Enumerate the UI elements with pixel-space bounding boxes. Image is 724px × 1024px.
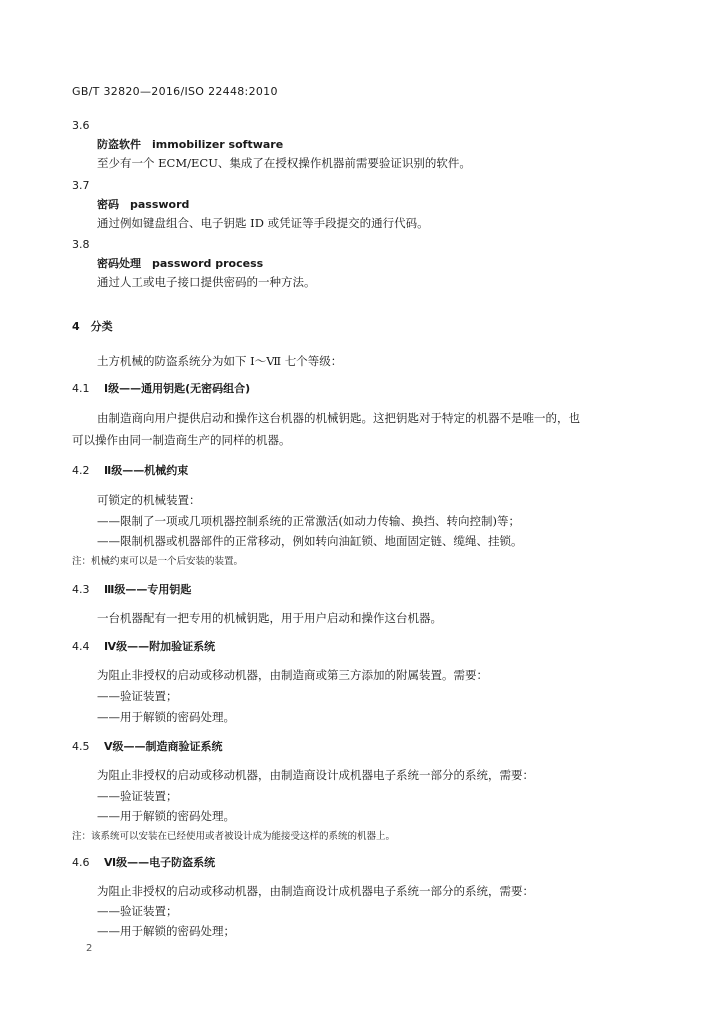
clause-text: 由制造商向用户提供启动和操作这台机器的机械钥匙。这把钥匙对于特定的机器不是唯一的，也 (97, 411, 580, 425)
clause-number: 4.1 (72, 382, 90, 395)
clause-title: Ⅲ级——专用钥匙 (104, 583, 192, 596)
section-heading: 4 分类 (72, 320, 113, 333)
term-number: 3.7 (72, 179, 90, 192)
section-intro: 土方机械的防盗系统分为如下 Ⅰ～Ⅶ 七个等级： (97, 354, 343, 368)
clause-title: Ⅱ级——机械约束 (104, 464, 189, 477)
note: 注：机械约束可以是一个后安装的装置。 (72, 556, 244, 567)
term-definition: 至少有一个 ECM/ECU、集成了在授权操作机器前需要验证识别的软件。 (97, 156, 471, 170)
standard-id: GB/T 32820—2016/ISO 22448:2010 (72, 85, 278, 98)
page-number: 2 (86, 943, 93, 954)
clause-number: 4.2 (72, 464, 90, 477)
term-number: 3.8 (72, 238, 90, 251)
clause-text: 一台机器配有一把专用的机械钥匙，用于用户启动和操作这台机器。 (97, 611, 442, 625)
term-title: 密码处理 password process (97, 257, 264, 270)
clause-text: 可以操作由同一制造商生产的同样的机器。 (72, 433, 291, 447)
clause-number: 4.6 (72, 856, 90, 869)
term-number: 3.6 (72, 119, 90, 132)
clause-number: 4.4 (72, 640, 90, 653)
clause-text: 为阻止非授权的启动或移动机器，由制造商或第三方添加的附属装置。需要： (97, 668, 488, 682)
clause-number: 4.5 (72, 740, 90, 753)
list-item: ——限制机器或机器部件的正常移动，例如转向油缸锁、地面固定链、缆绳、挂锁。 (97, 534, 523, 548)
list-item: ——用于解锁的密码处理。 (97, 809, 235, 823)
term-definition: 通过人工或电子接口提供密码的一种方法。 (97, 275, 316, 289)
clause-text: 为阻止非授权的启动或移动机器，由制造商设计成机器电子系统一部分的系统，需要： (97, 768, 534, 782)
list-item: ——用于解锁的密码处理。 (97, 710, 235, 724)
list-item: ——限制了一项或几项机器控制系统的正常激活(如动力传输、换挡、转向控制)等； (97, 514, 520, 528)
list-item: ——验证装置； (97, 689, 178, 703)
clause-title: Ⅳ级——附加验证系统 (104, 640, 216, 653)
clause-text: 为阻止非授权的启动或移动机器，由制造商设计成机器电子系统一部分的系统，需要： (97, 884, 534, 898)
list-item: ——验证装置； (97, 789, 178, 803)
term-definition: 通过例如键盘组合、电子钥匙 ID 或凭证等手段提交的通行代码。 (97, 216, 429, 230)
clause-text: 可锁定的机械装置： (97, 493, 201, 507)
clause-title: Ⅴ级——制造商验证系统 (104, 740, 223, 753)
clause-number: 4.3 (72, 583, 90, 596)
clause-title: Ⅰ级——通用钥匙(无密码组合) (104, 382, 251, 395)
term-title: 密码 password (97, 198, 190, 211)
note: 注：该系统可以安装在已经使用或者被设计成为能接受这样的系统的机器上。 (72, 831, 396, 842)
clause-title: Ⅵ级——电子防盗系统 (104, 856, 216, 869)
list-item: ——验证装置； (97, 904, 178, 918)
term-title: 防盗软件 immobilizer software (97, 138, 284, 151)
list-item: ——用于解锁的密码处理； (97, 924, 235, 938)
